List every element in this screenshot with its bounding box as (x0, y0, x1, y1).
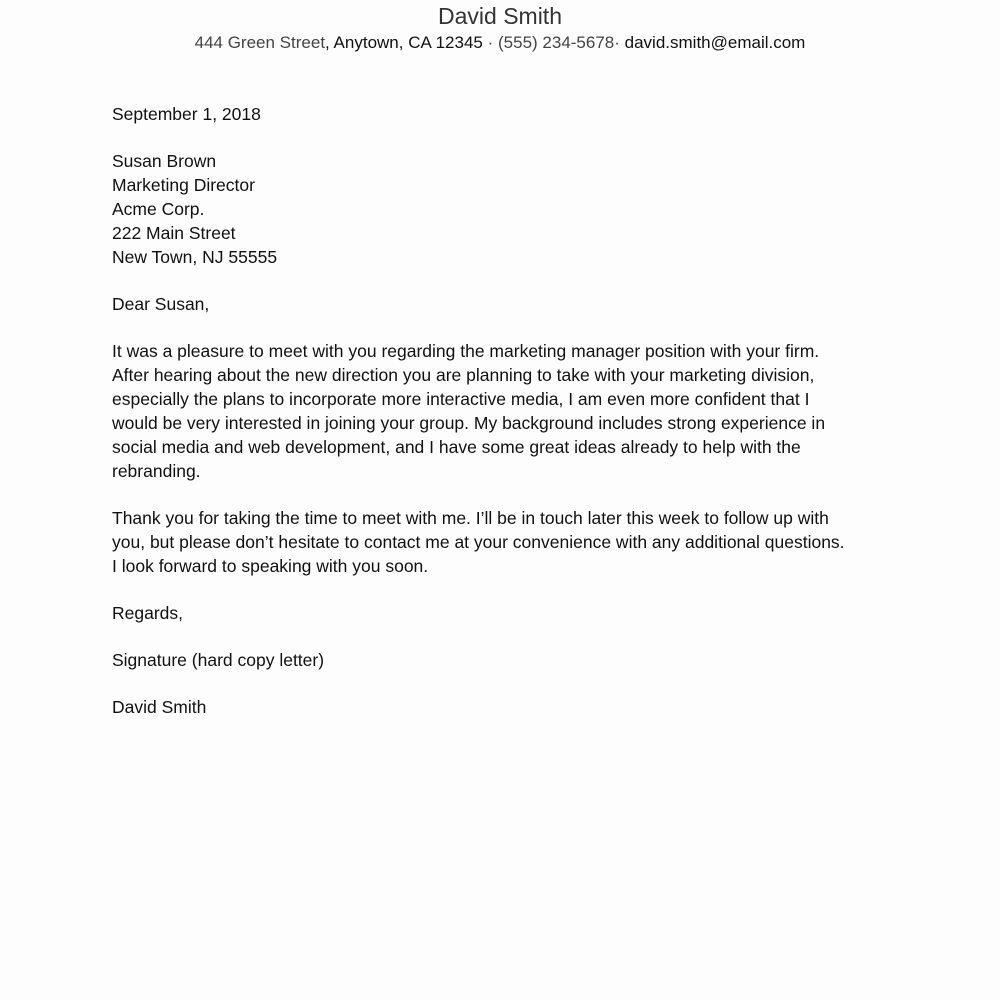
paragraph-line: rebranding. (112, 461, 201, 481)
recipient-address (112, 149, 892, 269)
sender-phone: · (555) 234-5678· (482, 33, 620, 52)
sender-name: David Smith (438, 3, 562, 29)
closing: Regards, (112, 603, 184, 623)
salutation: Dear Susan, (112, 294, 210, 314)
paragraph-line: especially the plans to incorporate more interactive media, I am even more confident that I (112, 389, 810, 409)
signature-placeholder: Signature (hard copy letter) (112, 650, 325, 670)
sender-city: , Anytown, CA 12345 (325, 33, 483, 52)
letter-body (112, 102, 892, 742)
letter-date: September 1, 2018 (112, 104, 261, 124)
recipient-line: New Town, NJ 55555 (112, 247, 278, 267)
signer-name: David Smith (112, 697, 207, 717)
recipient-line: Marketing Director (112, 175, 255, 195)
sender-contact (0, 30, 1000, 56)
sender-street: 444 Green Street (194, 33, 326, 52)
paragraph-2 (112, 506, 892, 578)
paragraph-line: After hearing about the new direction you are planning to take with your marketing division, (112, 365, 815, 385)
paragraph-line: I look forward to speaking with you soon. (112, 556, 429, 576)
sender-email: david.smith@email.com (619, 33, 806, 52)
letter-header (0, 0, 1000, 56)
recipient-line: Acme Corp. (112, 199, 205, 219)
paragraph-line: Thank you for taking the time to meet with me. I’ll be in touch later this week to follow up with (112, 508, 829, 528)
recipient-line: Susan Brown (112, 151, 217, 171)
paragraph-line: social media and web development, and I have some great ideas already to help with the (112, 437, 801, 457)
paragraph-1 (112, 339, 892, 483)
recipient-line: 222 Main Street (112, 223, 236, 243)
paragraph-line: you, but please don’t hesitate to contact me at your convenience with any additional questions. (112, 532, 845, 552)
paragraph-line: would be very interested in joining your group. My background includes strong experience in (112, 413, 826, 433)
paragraph-line: It was a pleasure to meet with you regarding the marketing manager position with your firm. (112, 341, 820, 361)
